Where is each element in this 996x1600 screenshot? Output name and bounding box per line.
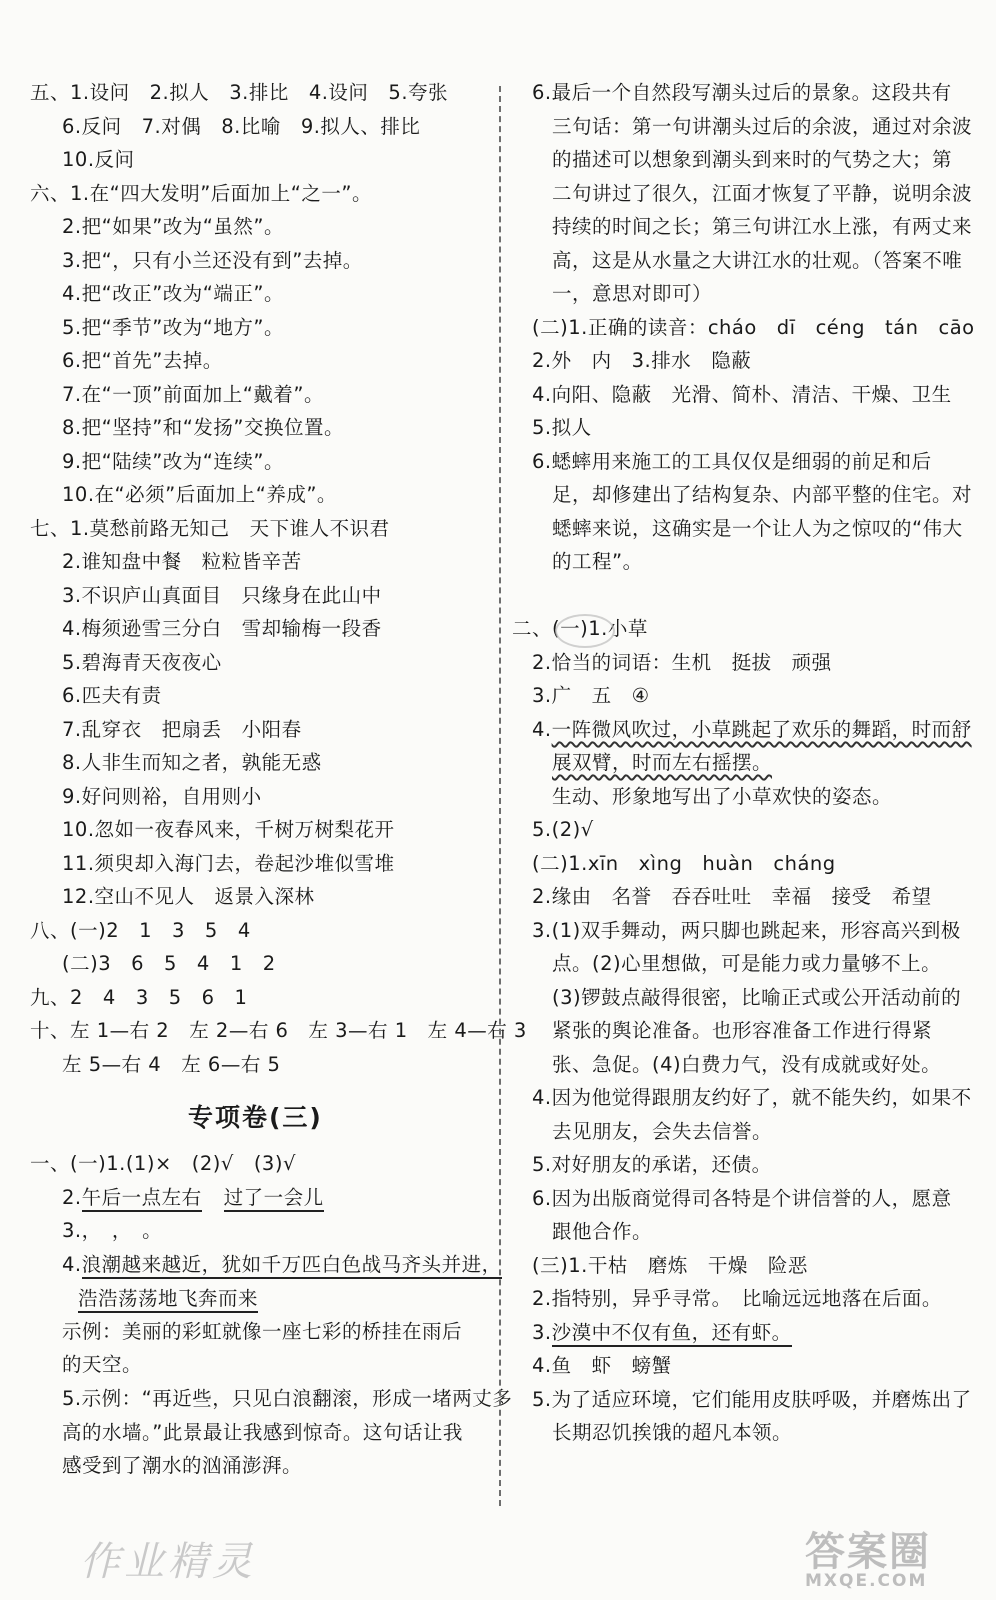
left-answer-line: 五、1.设问 2.拟人 3.排比 4.设问 5.夸张 — [30, 81, 449, 104]
left-answer-line: 八、(一)2 1 3 5 4 — [30, 919, 251, 942]
watermark-bottom-left: 作业精灵 — [80, 1539, 256, 1585]
right-answer-line: (三)1.干枯 磨炼 干燥 险恶 — [532, 1254, 808, 1277]
column-divider — [499, 86, 501, 1506]
left-answer-line: 9.好问则裕，自用则小 — [62, 785, 262, 808]
left-answer-line: 左 5—右 4 左 6—右 5 — [62, 1053, 281, 1076]
left-answer-line: 六、1.在“四大发明”后面加上“之一”。 — [30, 182, 373, 205]
left-answer-line: 10.忽如一夜春风来，千树万树梨花开 — [62, 818, 395, 841]
left-answer-line: 7.在“一顶”前面加上“戴着”。 — [62, 383, 325, 406]
watermark-url: MXQE.COM — [805, 1571, 928, 1591]
right-answer-line: 2.缘由 名誉 吞吞吐吐 幸福 接受 希望 — [532, 885, 932, 908]
left-answer-line: 九、2 4 3 5 6 1 — [30, 986, 248, 1009]
right-answer-line: 5.对好朋友的承诺，还债。 — [532, 1153, 772, 1176]
left-answer-line: (二)3 6 5 4 1 2 — [62, 952, 276, 975]
right-answer-line: 2.指特别，异乎寻常。 比喻远远地落在后面。 — [532, 1287, 942, 1310]
left-answer-line: 10.在“必须”后面加上“养成”。 — [62, 483, 337, 506]
right-answer-line: 2.恰当的词语：生机 挺拔 顽强 — [532, 651, 832, 674]
right-item-4-line2: 展双臂，时而左右摇摆。 — [552, 751, 773, 774]
right-answer-line: (二)1.xīn xìng huàn cháng — [532, 852, 836, 875]
right-answer-line: 4.鱼 虾 螃蟹 — [532, 1354, 672, 1377]
right-answer-line: 6.因为出版商觉得司各特是个讲信誉的人，愿意 — [532, 1187, 952, 1210]
left-answer-line: 七、1.莫愁前路无知己 天下谁人不识君 — [30, 517, 390, 540]
left-answer-line: 4.把“改正”改为“端正”。 — [62, 282, 285, 305]
right-answer-line: 足，却修建出了结构复杂、内部平整的住宅。对 — [552, 483, 973, 506]
underline-answer-1: 午后一点左右 — [82, 1186, 202, 1212]
left-answer2-line: 高的水墙。”此景最让我感到惊奇。这句话让我 — [62, 1421, 463, 1444]
left-item-4-line1: 4.浪潮越来越近，犹如千万匹白色战马齐头并进， — [62, 1252, 502, 1278]
left-answer-line: 6.把“首先”去掉。 — [62, 349, 223, 372]
left-answer-line: 6.匹夫有责 — [62, 684, 162, 707]
right-answer-line: 5.(2)√ — [532, 818, 594, 841]
left-answer-line: 8.人非生而知之者，孰能无惑 — [62, 751, 322, 774]
left-answer-line: 2.把“如果”改为“虽然”。 — [62, 215, 285, 238]
right-answer-line: 6.最后一个自然段写潮头过后的景象。这段共有 — [532, 81, 952, 104]
left-answer-line: 11.须臾却入海门去，卷起沙堆似雪堆 — [62, 852, 395, 875]
left-answer-line: 9.把“陆续”改为“连续”。 — [62, 450, 285, 473]
watermark-bottom-right — [805, 1520, 985, 1600]
right-answer-line: 三句话：第一句讲潮头过后的余波，通过对余波 — [552, 115, 973, 138]
left-answer2-line: 一、(一)1.(1)× (2)√ (3)√ — [30, 1152, 296, 1175]
right-answer-line: 2.外 内 3.排水 隐蔽 — [532, 349, 752, 372]
right-answer-line: 张、急促。(4)白费力气，没有成就或好处。 — [552, 1053, 942, 1076]
right-answer-line: 跟他合作。 — [552, 1220, 653, 1243]
right-answer-line: 紧张的舆论准备。也形容准备工作进行得紧 — [552, 1019, 933, 1042]
left-answer2-line: 3.， ， 。 — [62, 1219, 163, 1242]
right-answer-line: 蟋蟀来说，这确实是一个让人为之惊叹的“伟大 — [552, 517, 963, 540]
left-answer-line: 6.反问 7.对偶 8.比喻 9.拟人、排比 — [62, 115, 421, 138]
section-title: 专项卷(三) — [188, 1103, 323, 1132]
left-answer2-line: 5.示例：“再近些，只见白浪翻滚，形成一堵两丈多 — [62, 1387, 513, 1410]
left-answer2-line: 的天空。 — [62, 1353, 143, 1376]
left-answer2-line: 示例：美丽的彩虹就像一座七彩的桥挂在雨后 — [62, 1320, 463, 1343]
left-answer-line: 十、左 1—右 2 左 2—右 6 左 3—右 1 左 4—右 3 — [30, 1019, 527, 1042]
right-answer-line: 5.为了适应环境，它们能用皮肤呼吸，并磨炼出了 — [532, 1388, 972, 1411]
right-answer-line: 的工程”。 — [552, 550, 643, 573]
right-answer-line: 一，意思对即可） — [552, 282, 713, 305]
left-answer-line: 12.空山不见人 返景入深林 — [62, 885, 315, 908]
right-answer-line: 6.蟋蟀用来施工的工具仅仅是细弱的前足和后 — [532, 450, 932, 473]
right-answer-line: 生动、形象地写出了小草欢快的姿态。 — [552, 785, 893, 808]
left-answer-line: 3.把“，只有小兰还没有到”去掉。 — [62, 249, 363, 272]
right-answer-line: 去见朋友，会失去信誉。 — [552, 1120, 773, 1143]
right-answer-line: 长期忍饥挨饿的超凡本领。 — [552, 1421, 793, 1444]
right-answer-line: 3.广 五 ④ — [532, 684, 650, 707]
left-item-4-line2: 浩浩荡荡地飞奔而来 — [78, 1286, 258, 1312]
left-answer-line: 5.碧海青天夜夜心 — [62, 651, 222, 674]
left-answer-line: 10.反问 — [62, 148, 135, 171]
left-answer-line: 5.把“季节”改为“地方”。 — [62, 316, 285, 339]
right-answer-line: 点。(2)心里想做，可是能力或力量够不上。 — [552, 952, 942, 975]
underline-answer-2: 过了一会儿 — [224, 1186, 324, 1212]
left-answer-line: 3.不识庐山真面目 只缘身在此山中 — [62, 584, 382, 607]
left-answer-line: 2.谁知盘中餐 粒粒皆辛苦 — [62, 550, 302, 573]
left-answer-line: 7.乱穿衣 把扇丢 小阳春 — [62, 718, 302, 741]
right-answer-line: 4.向阳、隐蔽 光滑、简朴、清洁、干燥、卫生 — [532, 383, 952, 406]
right-answer-line: 二、(一)1.小草 — [512, 617, 648, 640]
right-answer-line: 高，这是从水量之大讲江水的壮观。（答案不唯 — [552, 249, 963, 272]
left-answer2-line: 感受到了潮水的汹涌澎湃。 — [62, 1454, 303, 1477]
watermark-logo-text: 答案圈 — [805, 1529, 931, 1575]
right-answer-line: (二)1.正确的读音：cháo dī céng tán cāo — [532, 316, 975, 339]
right-answer-line: 4.因为他觉得跟朋友约好了，就不能失约，如果不 — [532, 1086, 972, 1109]
right-answer-line: 5.拟人 — [532, 416, 592, 439]
left-answer-line: 4.梅须逊雪三分白 雪却输梅一段香 — [62, 617, 382, 640]
right-answer-line: 的描述可以想象到潮头到来时的气势之大；第 — [552, 148, 953, 171]
left-answer-line: 8.把“坚持”和“发扬”交换位置。 — [62, 416, 345, 439]
right-answer-line: 3.(1)双手舞动，两只脚也跳起来，形容高兴到极 — [532, 919, 961, 942]
faint-stamp — [555, 614, 615, 648]
right-answer-line: (3)锣鼓点敲得很密，比喻正式或公开活动前的 — [552, 986, 962, 1009]
right-item-3-underlined: 3.沙漠中不仅有鱼，还有虾。 — [532, 1320, 792, 1346]
right-answer-line: 持续的时间之长；第三句讲江水上涨，有两丈来 — [552, 215, 973, 238]
right-answer-line: 二句讲过了很久，江面才恢复了平静，说明余波 — [552, 182, 973, 205]
left-item-2-underlined: 2.午后一点左右 过了一会儿 — [62, 1185, 324, 1211]
right-item-4-line1: 4.一阵微风吹过，小草跳起了欢乐的舞蹈，时而舒 — [532, 718, 972, 741]
